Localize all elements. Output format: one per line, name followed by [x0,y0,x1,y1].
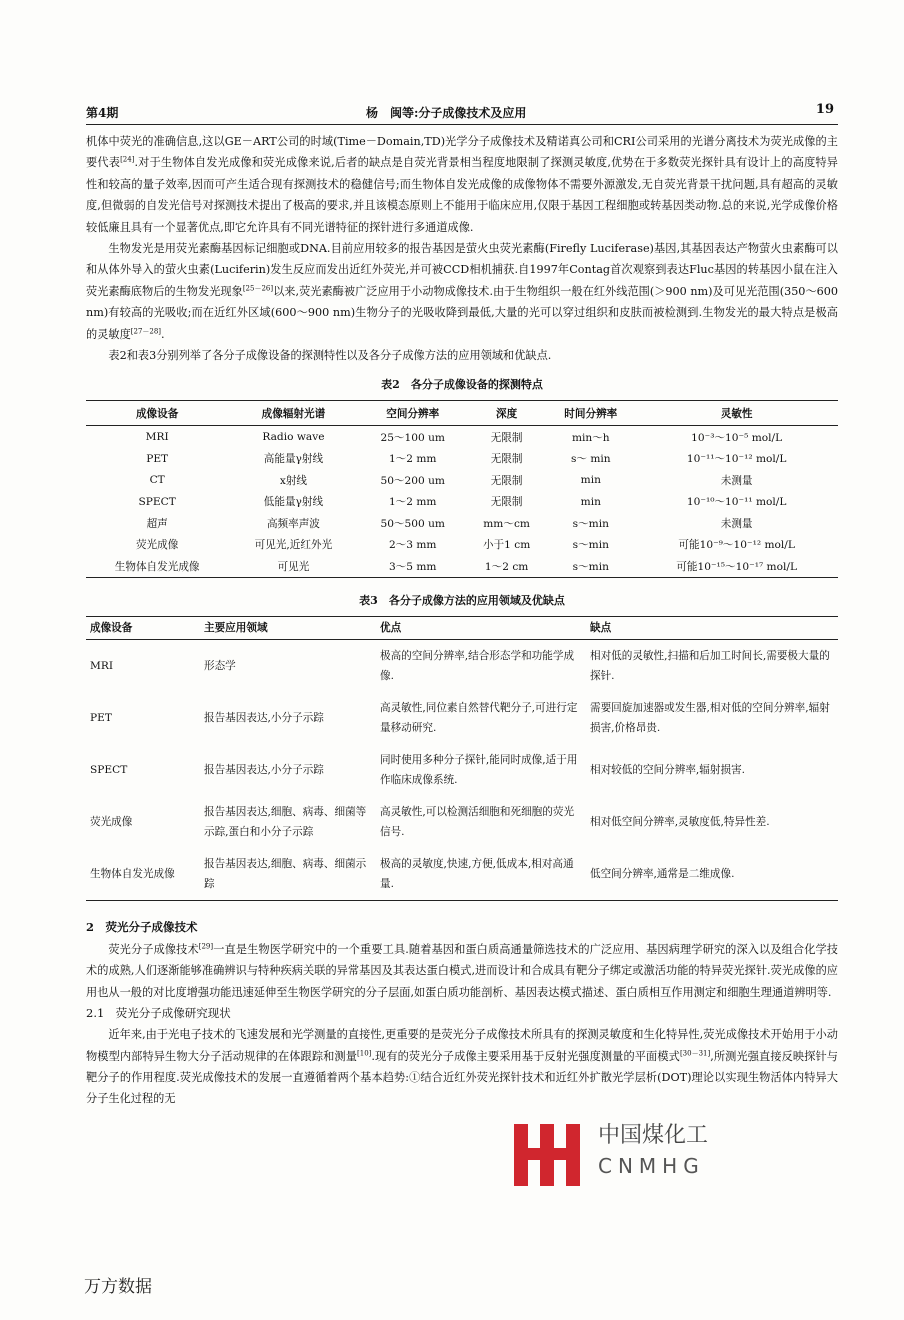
table2-cell: 50～500 um [380,517,445,530]
table2-cell: CT [149,474,165,487]
subsection-2-1-heading: 2.1 荧光分子成像研究现状 [86,1006,231,1021]
issue-number: 第4期 [86,106,119,120]
table3-header-cell: 缺点 [586,616,838,639]
table2-row [86,426,838,448]
table2-row [86,512,838,534]
table2-cell: 50～200 um [380,474,445,487]
table2-cell: 小于1 cm [482,539,531,552]
table2-cell: 10⁻³～10⁻⁵ mol/L [691,431,783,444]
table2-cell: 1～2 mm [388,453,437,466]
table2-cell: PET [146,452,169,465]
paragraph-1: 机体中荧光的准确信息,这以GE－ART公司的时域(Time－Domain,TD)光学分子成像技术及精诺真公司和CRI公司采用的光谱分离技术为荧光成像的主要代表[24].对于生物体自发光成像和荧光成像来说,后者的缺点是自荧光背景相当程度地限制了探测灵敏度,优势在于多数荧光探针具有设计上的高度特异性和较高的量子效率,因而可产生适合现有探测技术的稳健信号;而生物体自发光成像的成像物体不需要外源激发,无自荧光背景干扰问题,具有超高的灵敏度,但微弱的自发光信号对探测技术提出了极高的要求,并且该模态原则上不能用于临床应用,仅限于基因工程细胞或转基因类动物.总的来说,光学成像价格较低廉且具有一个显著优点,即它允许具有不同光谱特征的探针进行多通道成像. [86,135,838,234]
table3-cell: 极高的灵敏度,快速,方便,低成本,相对高通量. [380,857,574,890]
subsection-paragraph: 近年来,由于光电子技术的飞速发展和光学测量的直接性,更重要的是荧光分子成像技术所具有的探测灵敏度和生化特异性,荧光成像技术开始用于小动物模型内部特异生物大分子活动规律的在体跟踪和测量[10].现有的荧光分子成像主要采用基于反射光强度测量的平面模式[30－31],所测光强直接反映探针与靶分子的作用程度.荧光成像技术的发展一直遵循着两个基本趋势:①结合近红外荧光探针技术和近红外扩散光学层析(DOT)理论以实现生物活体内特异大分子生化过程的无 [86,1028,838,1106]
table2-cell: 高能量γ射线 [263,453,324,466]
table3-row [86,796,838,848]
table3-cell: 极高的空间分辨率,结合形态学和功能学成像. [380,649,575,682]
table3-row [86,744,838,796]
table2-cell: s～min [572,560,609,573]
table2-cell: min [580,495,601,508]
section-2-paragraph: 荧光分子成像技术[29]一直是生物医学研究中的一个重要工具.随着基因和蛋白质高通量筛选技术的广泛应用、基因病理学研究的深入以及组合化学技术的成熟,人们逐渐能够准确辨识与特种疾病关联的异常基因及其表达蛋白模式,进而设计和合成具有靶分子绑定或激活功能的特异荧光探针.荧光成像的应用也从一般的对比度增强功能迅速延伸至生物医学研究的分子层面,如蛋白质功能剖析、基因表达模式描述、蛋白质相互作用测定和细胞生理通道辨明等. [86,942,838,999]
table3-cell: 荧光成像 [90,815,133,828]
table2-cell: 可能10⁻¹⁵～10⁻¹⁷ mol/L [676,560,797,573]
table3-cell: 高灵敏性,同位素自然替代靶分子,可进行定量移动研究. [380,701,578,734]
table3-caption: 表3 各分子成像方法的应用领域及优缺点 [359,593,565,607]
table2-header-cell: 成像设备 [86,401,228,426]
table3-cell: 需要回旋加速器或发生器,相对低的空间分辨率,辐射损害,价格昂贵. [590,701,830,734]
table2-row [86,448,838,470]
table2-cell: min [580,474,601,487]
table2-header-cell: 成像辐射光谱 [228,401,358,426]
table3-row [86,848,838,901]
page-number: 19 [815,102,834,117]
table2-cell: 低能量γ射线 [263,496,324,509]
table2-cell: s～min [572,517,609,530]
section-2-heading: 2 荧光分子成像技术 [86,919,198,934]
table-3 [86,616,838,901]
table2-row [86,491,838,513]
footer-source: 万方数据 [84,1277,152,1297]
table3-cell: SPECT [90,763,128,776]
watermark-en: CNMHG [598,1154,705,1178]
table3-row [86,639,838,692]
table2-cell: 1～2 cm [484,560,529,573]
table3-header-cell: 主要应用领域 [200,616,376,639]
table2-cell: 生物体自发光成像 [114,560,200,573]
table2-cell: 2～3 mm [388,539,437,552]
table3-cell: 生物体自发光成像 [90,867,175,880]
table3-row [86,692,838,744]
table3-cell: PET [90,711,112,724]
watermark-logo [510,1118,720,1192]
table2-header-cell: 深度 [467,401,546,426]
table3-cell: 相对低空间分辨率,灵敏度低,特异性差. [590,815,770,828]
table2-cell: 可见光,近红外光 [254,539,333,552]
table3-cell: 形态学 [204,659,236,672]
table2-cell: x射线 [279,474,308,487]
table2-cell: 荧光成像 [135,539,179,552]
table2-cell: 高频率声波 [266,517,320,530]
table2-row [86,555,838,577]
table2-cell: 10⁻¹¹～10⁻¹² mol/L [686,453,787,466]
table2-cell: 无限制 [490,453,523,466]
table2-header-cell: 时间分辨率 [546,401,635,426]
table2-cell: 1～2 mm [388,496,437,509]
table2-cell: s～ min [570,453,611,466]
table-2 [86,400,838,578]
header-title: 杨 闽等:分子成像技术及应用 [366,106,527,120]
table2-cell: 未测量 [720,474,753,487]
table2-cell: mm～cm [483,517,530,530]
table2-cell: Radio wave [262,431,325,444]
paragraph-3: 表2和表3分别列举了各分子成像设备的探测特性以及各分子成像方法的应用领域和优缺点. [108,349,552,363]
table2-cell: 25～100 um [380,431,445,444]
table2-cell: 3～5 mm [388,560,437,573]
table2-cell: 无限制 [490,431,523,444]
watermark-icon [510,1120,588,1190]
table2-cell: 无限制 [490,496,523,509]
table3-header-cell: 成像设备 [86,616,200,639]
table2-cell: 无限制 [490,474,523,487]
table2-cell: 10⁻¹⁰～10⁻¹¹ mol/L [686,496,787,509]
table2-cell: 可见光 [277,560,310,573]
table2-row [86,469,838,491]
table3-cell: MRI [90,659,114,672]
table2-header-cell: 灵敏性 [635,401,838,426]
table2-cell: s～min [572,539,609,552]
table3-cell: 报告基因表达,细胞、病毒、细菌等示踪,蛋白和小分子示踪 [204,805,367,838]
table2-row [86,534,838,556]
table2-cell: min～h [571,431,610,444]
table2-cell: MRI [145,431,169,444]
watermark-cn: 中国煤化工 [598,1123,709,1148]
table3-cell: 报告基因表达,小分子示踪 [204,711,324,724]
paragraph-2: 生物发光是用荧光素酶基因标记细胞或DNA.目前应用较多的报告基因是萤火虫荧光素酶(Firefly Luciferase)基因,其基因表达产物萤火虫素酶可以和从体外导入的萤火虫素(Luciferin)发生反应而发出近红外荧光,并可被CCD相机捕获.自1997年Contag首次观察到表达Fluc基因的转基因小鼠在注入荧光素酶底物后的生物发光现象[25－26]以来,荧光素酶被广泛应用于小动物成像技术.由于生物组织一般在红外线范围(＞900 nm)及可见光范围(350～600 nm)有较高的光吸收;而在近红外区域(600～900 nm)生物分子的光吸收降到最低,大量的光可以穿过组织和皮肤而被检测到.生物发光的最大特点是极高的灵敏度[27－28]. [86,242,838,341]
table3-cell: 低空间分辨率,通常是二维成像. [590,867,735,880]
header-rule [86,124,838,125]
table3-cell: 相对较低的空间分辨率,辐射损害. [590,763,746,776]
table3-header-cell: 优点 [376,616,586,639]
table3-cell: 高灵敏性,可以检测活细胞和死细胞的荧光信号. [380,805,575,838]
table3-cell: 相对低的灵敏性,扫描和后加工时间长,需要极大量的探针. [590,649,830,682]
table2-caption: 表2 各分子成像设备的探测特点 [381,378,543,392]
table2-cell: SPECT [138,495,176,508]
table2-cell: 超声 [146,517,168,530]
table3-cell: 报告基因表达,细胞、病毒、细菌示踪 [204,857,367,890]
table2-cell: 可能10⁻⁹～10⁻¹² mol/L [678,539,795,552]
running-header [86,104,838,124]
table3-cell: 报告基因表达,小分子示踪 [204,763,324,776]
page [86,104,838,1110]
table2-header-cell: 空间分辨率 [359,401,467,426]
table3-cell: 同时使用多种分子探针,能同时成像,适于用作临床成像系统. [380,753,578,786]
table2-cell: 未测量 [720,517,753,530]
